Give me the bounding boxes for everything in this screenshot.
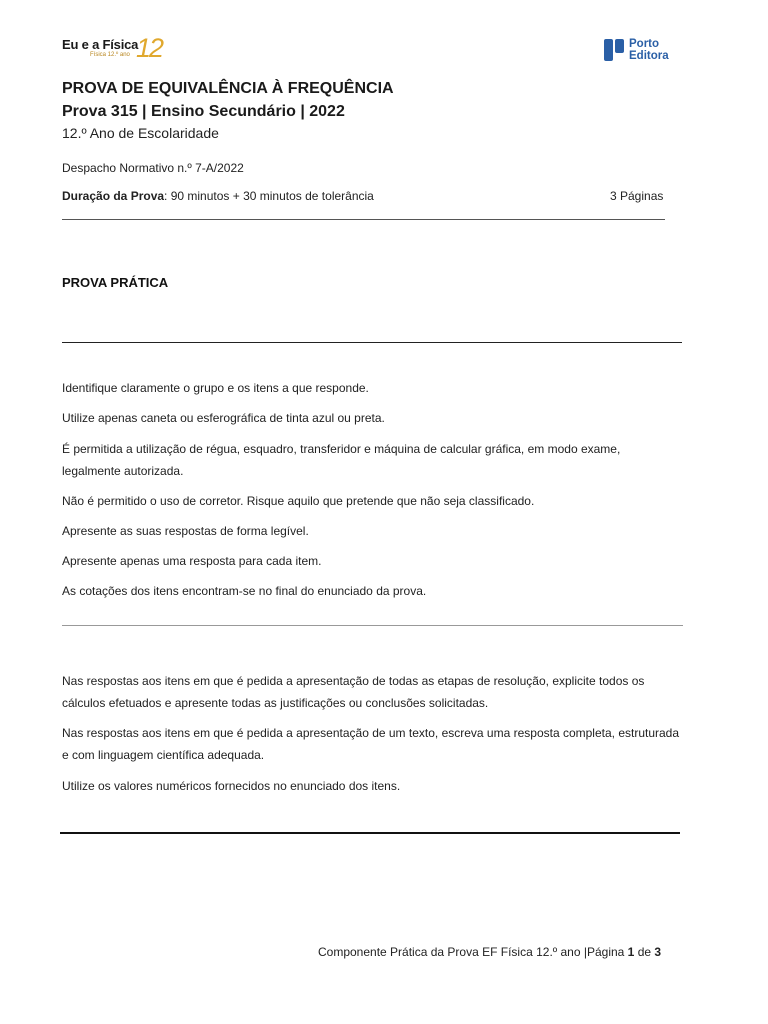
section-divider bbox=[62, 342, 682, 343]
porto-editora-line2: Editora bbox=[629, 50, 669, 62]
porto-editora-line1: Porto bbox=[629, 38, 660, 50]
footer-text: Componente Prática da Prova EF Física 12.º ano |Página bbox=[318, 945, 628, 959]
instruction-item: Identifique claramente o grupo e os itens a que responde. bbox=[62, 381, 369, 395]
instruction-item: Utilize os valores numéricos fornecidos no enunciado dos itens. bbox=[62, 779, 401, 793]
instruction-item: As cotações dos itens encontram-se no final do enunciado da prova. bbox=[62, 584, 427, 598]
porto-editora-logo bbox=[604, 38, 682, 64]
logo-number: 12 bbox=[136, 33, 163, 63]
bottom-divider bbox=[60, 832, 680, 834]
instruction-item: É permitida a utilização de régua, esquadro, transferidor e máquina de calcular gráfica, em modo exame, legalmente autorizada. bbox=[62, 442, 621, 478]
exam-duration bbox=[62, 189, 374, 203]
porto-editora-icon bbox=[604, 39, 626, 61]
footer-page-number: 1 bbox=[627, 945, 635, 959]
instruction-item: Não é permitido o uso de corretor. Risque aquilo que pretende que não seja classificado. bbox=[62, 494, 535, 508]
despacho-normativo: Despacho Normativo n.º 7-A/2022 bbox=[62, 161, 244, 175]
logo-brand-text: Eu e a Física bbox=[62, 37, 139, 52]
logo-sub-text: Física 12.º ano bbox=[90, 52, 130, 58]
instruction-item: Apresente as suas respostas de forma legível. bbox=[62, 524, 309, 538]
exam-subtitle: Prova 315 | Ensino Secundário | 2022 bbox=[62, 103, 345, 120]
instruction-item: Nas respostas aos itens em que é pedida a apresentação de um texto, escreva uma resposta completa, estruturada e com linguagem científica adequada. bbox=[62, 726, 680, 762]
header-divider bbox=[62, 219, 665, 220]
page-footer bbox=[318, 945, 661, 959]
duration-value: : 90 minutos + 30 minutos de tolerância bbox=[164, 189, 374, 203]
instruction-item: Utilize apenas caneta ou esferográfica de tinta azul ou preta. bbox=[62, 411, 385, 425]
school-year: 12.º Ano de Escolaridade bbox=[62, 125, 219, 141]
exam-title: PROVA DE EQUIVALÊNCIA À FREQUÊNCIA bbox=[62, 80, 394, 97]
footer-of: de bbox=[634, 945, 655, 959]
footer-total-pages: 3 bbox=[654, 945, 662, 959]
duration-label: Duração da Prova bbox=[62, 189, 165, 203]
instruction-item: Nas respostas aos itens em que é pedida a apresentação de todas as etapas de resolução, explicite todos os cálculos efetuados e apresente todas as justificações ou conclusões solicitadas. bbox=[62, 674, 645, 710]
page-count: 3 Páginas bbox=[610, 189, 664, 203]
instruction-item: Apresente apenas uma resposta para cada item. bbox=[62, 554, 322, 568]
section-title: PROVA PRÁTICA bbox=[62, 275, 169, 290]
instructions-divider bbox=[62, 625, 683, 626]
